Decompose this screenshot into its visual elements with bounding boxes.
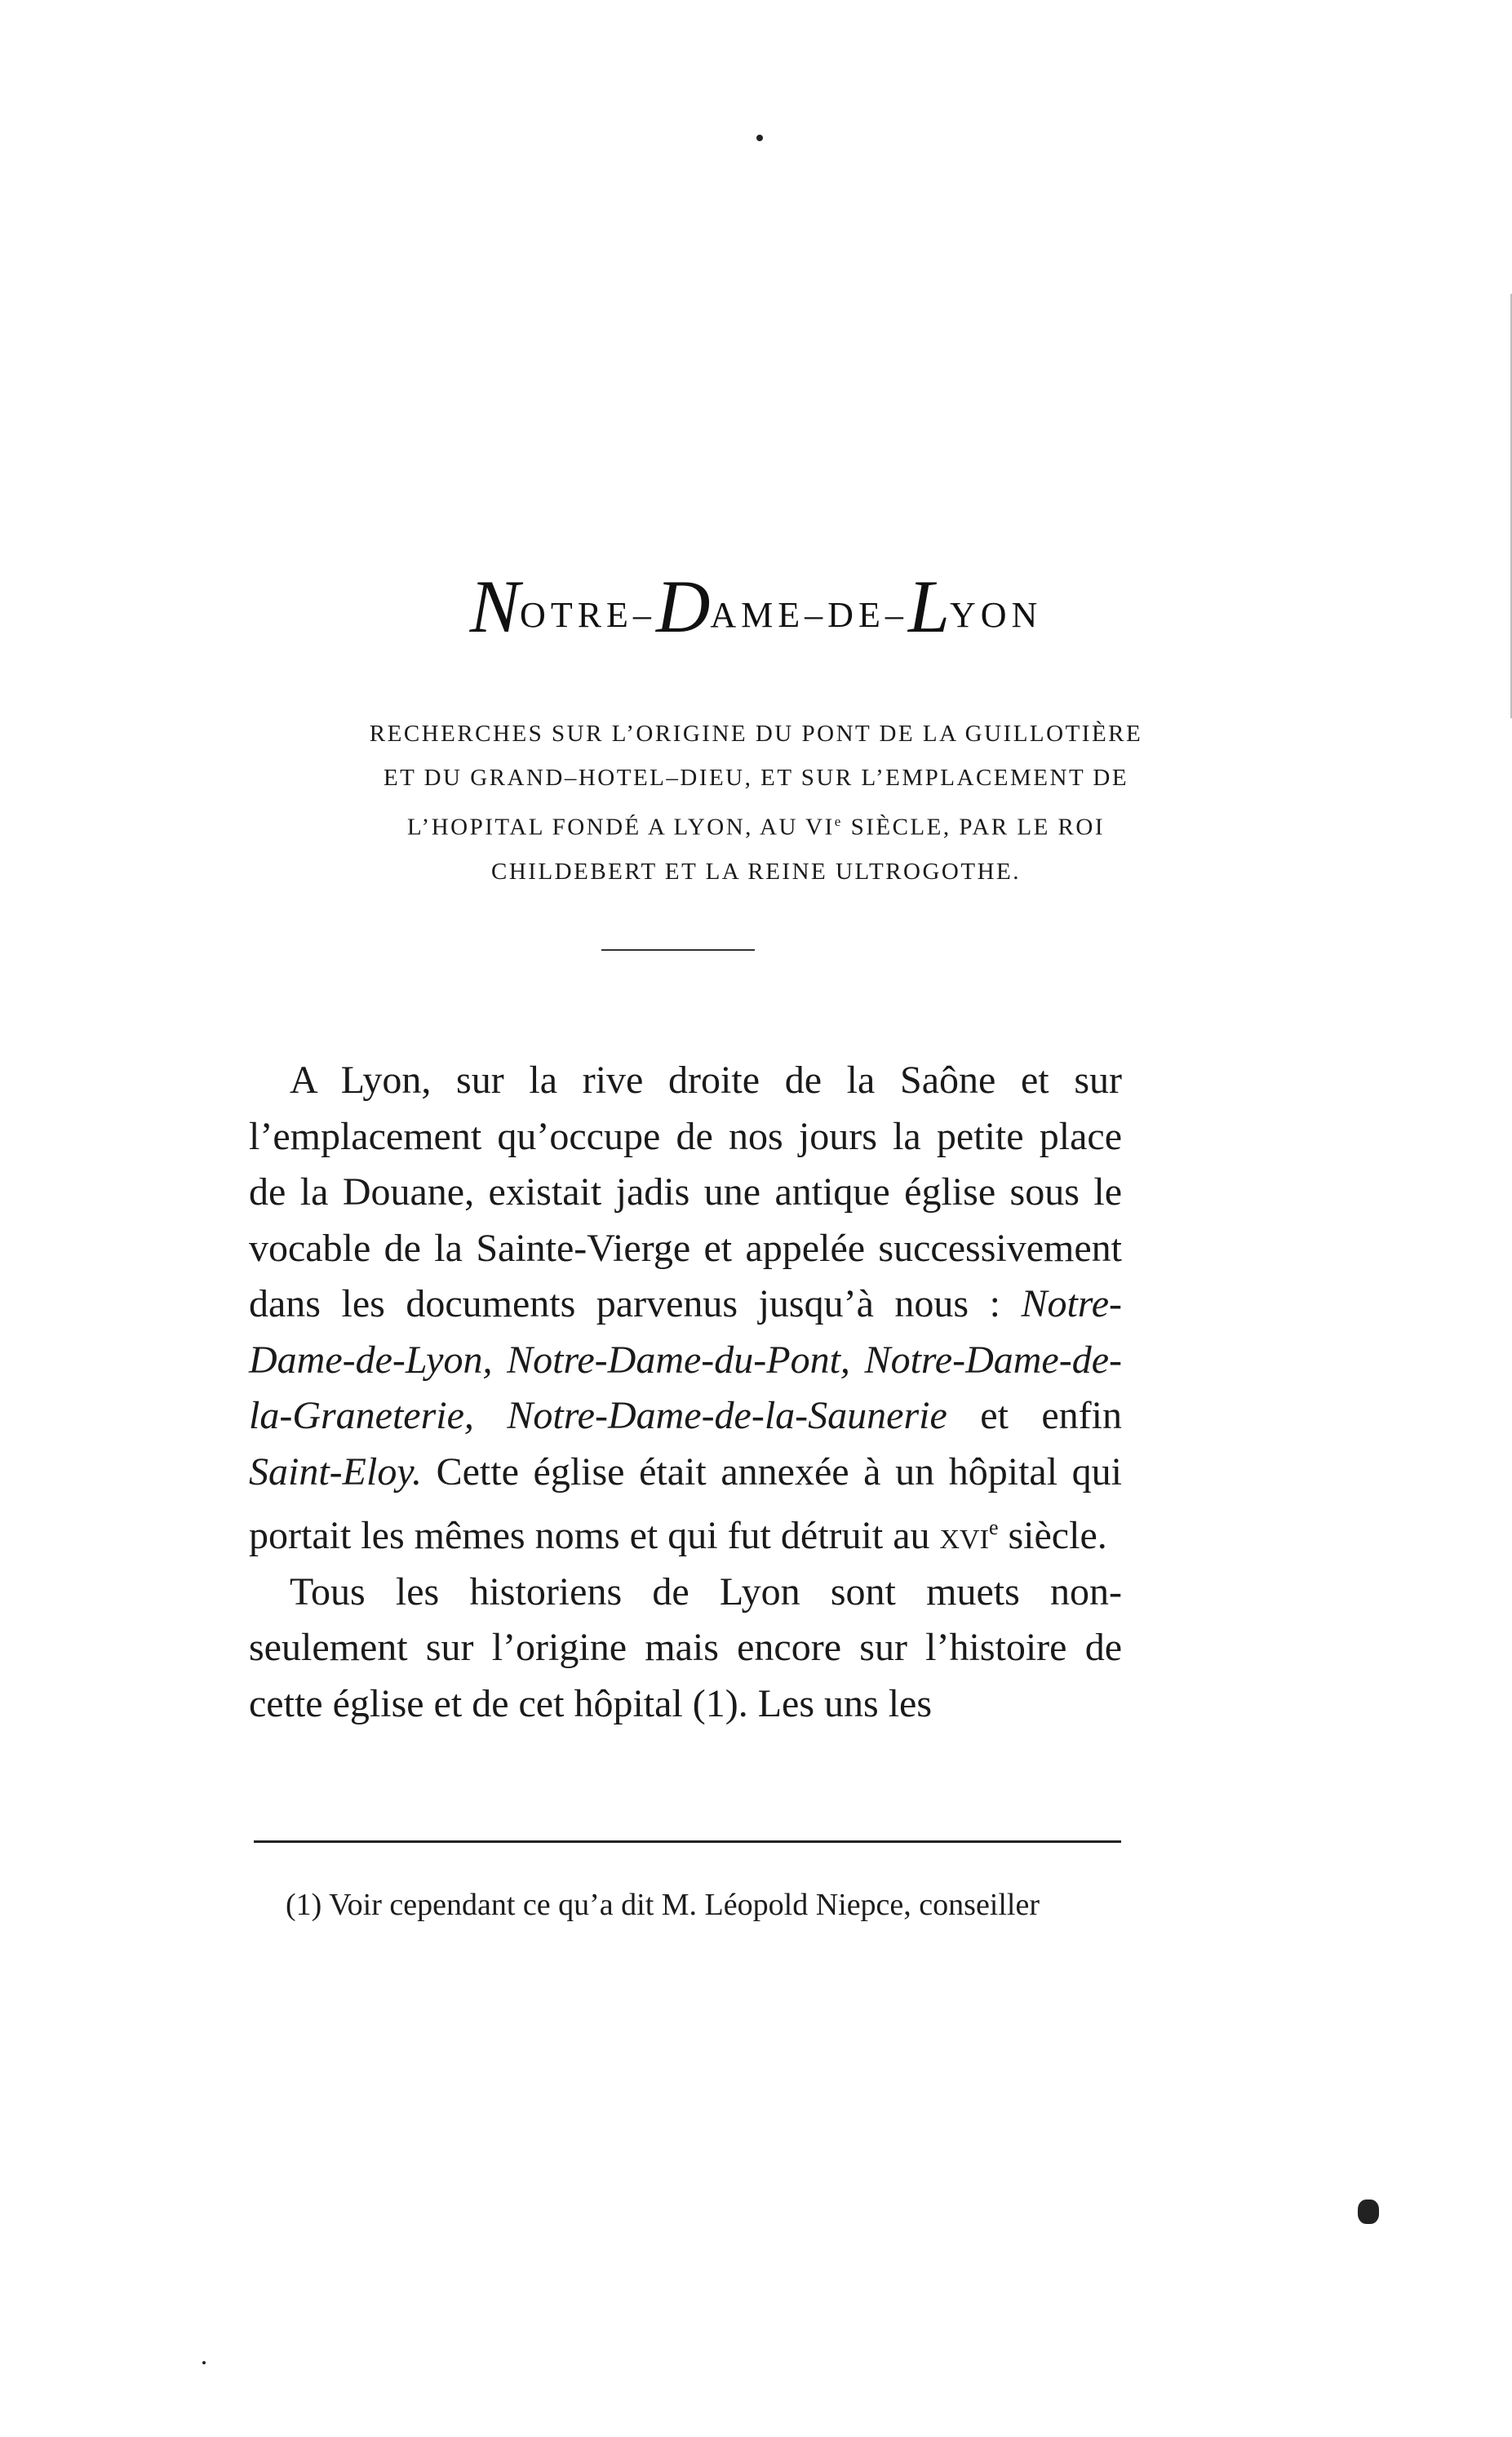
subtitle-line-3b: SIÈCLE, PAR LE ROI: [842, 814, 1105, 841]
paragraph-1-text-b: et enfin: [947, 1394, 1122, 1437]
title-initial-l: L: [907, 565, 950, 648]
paragraph-1-text-d: siècle.: [998, 1514, 1107, 1557]
subtitle-line-2: ET DU GRAND–HOTEL–DIEU, ET SUR L’EMPLACEMENT DE: [383, 765, 1129, 791]
paragraph-1-text-c: Cette église était annexée à un hôpital qui portait les mêmes noms et qui fut détruit au: [249, 1449, 1122, 1557]
title-part-3: YON: [950, 595, 1043, 635]
footnote-rule: [254, 1840, 1121, 1843]
subtitle-superscript: e: [834, 814, 843, 829]
scan-speck: [202, 2361, 206, 2364]
paragraph-1: [249, 1053, 1122, 1565]
scan-speck: [1358, 2200, 1379, 2224]
section-divider: [601, 949, 755, 951]
subtitle-line-3a: L’HOPITAL FONDÉ A LYON, AU VI: [407, 814, 835, 841]
page-title: [0, 563, 1512, 650]
paragraph-2: Tous les historiens de Lyon sont muets non-seulement sur l’origine mais encore sur l’histoire de cette église et de cet hôpital (1). Les uns les: [249, 1569, 1122, 1725]
paragraph-1-century: xvi: [939, 1514, 989, 1557]
footnote: (1) Voir cependant ce qu’a dit M. Léopold Niepce, conseiller: [286, 1888, 1040, 1922]
paragraph-1-italic-saint-eloy: Saint-Eloy.: [249, 1449, 422, 1494]
title-part-2: AME–DE–: [710, 595, 908, 635]
paragraph-1-italic-names: Notre-Dame-de-Lyon, Notre-Dame-du-Pont, Notre-Dame-de-la-Graneterie, Notre-Dame-de-la-Saunerie: [249, 1282, 1122, 1437]
title-part-1: OTRE–: [520, 595, 656, 635]
title-initial-n: N: [469, 565, 521, 648]
paragraph-1-superscript: e: [988, 1516, 999, 1539]
scan-speck: [756, 135, 763, 141]
subtitle-line-3: [0, 800, 1512, 850]
paragraph-1-text-a: A Lyon, sur la rive droite de la Saône et sur l’emplacement qu’occupe de nos jours la petite place de la Douane, existait jadis une antique église sous le vocable de la Sainte-Vierge et appelée successivement dans les documents parvenus jusqu’à nous :: [249, 1059, 1122, 1325]
subtitle: [0, 712, 1512, 894]
subtitle-line-1: RECHERCHES SUR L’ORIGINE DU PONT DE LA GUILLOTIÈRE: [369, 721, 1143, 747]
subtitle-line-4: CHILDEBERT ET LA REINE ULTROGOTHE.: [491, 858, 1021, 885]
body-text: [249, 1053, 1122, 1732]
title-initial-d: D: [655, 565, 711, 648]
